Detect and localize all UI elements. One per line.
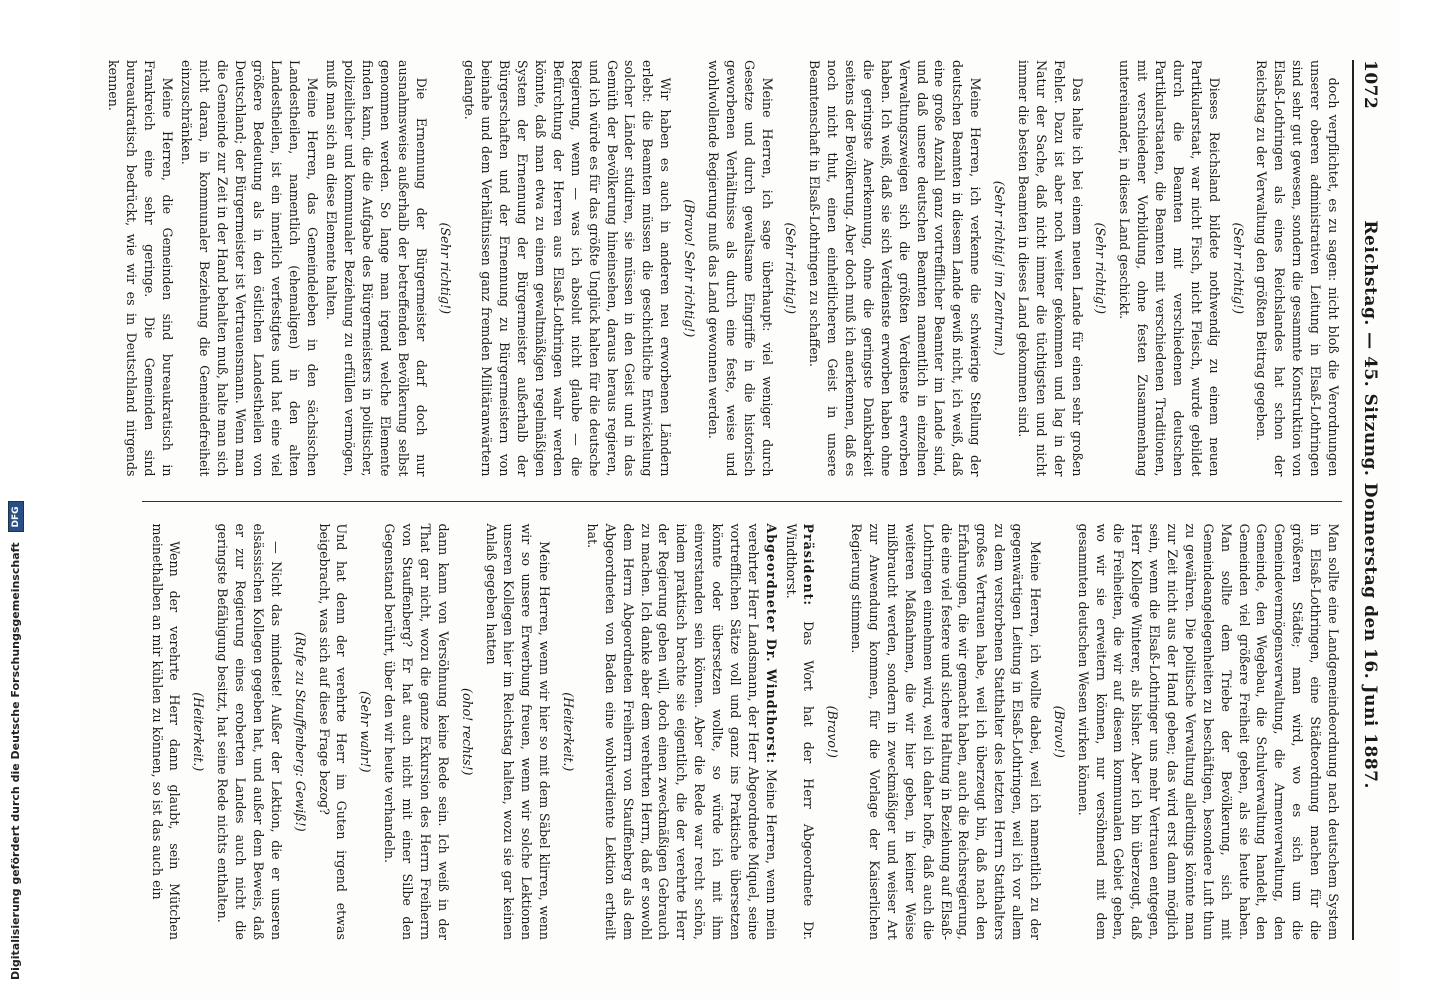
interjection	[824, 524, 842, 941]
column-right	[142, 501, 1342, 941]
column-left	[106, 60, 1342, 477]
page-title: Reichstag. — 45. Sitzung. Donnerstag den 16. Juni 1887.	[1360, 220, 1380, 789]
paragraph-text: Meine Herren, ich wollte dabei, weil ich namentlich zu der gegenwärtigen Leitung in Elsaß-Lothringen, weil ich vor allem zu dem verstorbenen Statthalter des letzten Herrn Statthalters großes Vertrauen habe, weil ich überzeugt bin, daß nach den Erfahrungen, die wir gemacht haben, auch die Reichsregierung, die eine viel festere und sichere Haltung in Beziehung auf Elsaß-Lothringen einnehmen wird, weil ich daher hoffe, daß auch die weiteren Maßnahmen, die wir hier geben, in keiner Weise mißbraucht werden, sondern in zweckmäßiger und weiser Art zur Anwendung kommen, für die Vorlage der Kaiserlichen Regierung stimmen.	[849, 523, 1043, 940]
paragraph-text: (Sehr richtig!)	[783, 222, 799, 314]
paragraph	[178, 60, 321, 477]
paragraph-text: (Bravo! Sehr richtig!)	[682, 199, 698, 338]
text-columns	[106, 60, 1342, 940]
page-header	[1352, 60, 1380, 940]
paragraph-text: (Sehr richtig! im Zentrum.)	[992, 180, 1008, 356]
page-number: 1072	[1360, 60, 1380, 110]
paragraph-text: Meine Herren, ich sage überhaupt: viel weniger durch Gesetze und durch gewaltsame Eingriffe in die historisch geworbenen Verhältnisse als durch eine feste, weise und wohlwollende Regierung muß das Land gewonnen werden.	[706, 60, 775, 477]
interjection	[1050, 524, 1068, 941]
paragraph-text: Meine Herren, die Gemeinden sind bureaukratisch in Frankreich eine sehr geringe. Die Gemeinden sind bureaukratisch bedrückt, wie wir es in Deutschland nirgends kennen.	[106, 60, 175, 477]
paragraph-text: Das Wort hat der Herr Abgeordnete Dr. Windthorst.	[783, 523, 817, 940]
paragraph	[1253, 60, 1342, 477]
paragraph-text: Meine Herren, wenn mein verehrter Herr Landsmann, der Herr Abgeordnete Miquel, seine vortrefflichen Sätze voll und ganz ins Praktische übersetzen könnte oder übersetzen wollte, so würde ich mit ihm einverstanden sein können. Aber die Rede war recht schön, indem praktisch brachte sie eigentlich, die der verehrte Herr der Regierung geben will, doch einen zweckmäßigen Gebrauch zu machen. Ich danke aber dem verehrten Herrn, daß er sowohl dem Herrn Abgeordneten Freiherrn von Stauffenberg als dem Abgeordneten von Baden eine wohlverdiente Lektion ertheilt hat.	[585, 523, 779, 940]
interjection	[190, 524, 208, 941]
paragraph	[847, 524, 1044, 941]
paragraph-text: (Heiterkeit.)	[191, 692, 207, 772]
paragraph-text: (Bravo!)	[1051, 705, 1067, 758]
paragraph-text: (oho! rechts!)	[459, 688, 475, 776]
paragraph-text: Das halte ich bei einem neuen Lande für einen sehr großen Fehler. Dazu ist aber noch weiter gekommen und lag in der Natur der Sache, daß nicht immer die tüchtigsten und nicht immer die besten Beamten in dieses Land gekommen sind.	[1016, 60, 1085, 477]
paragraph-text: Meine Herren, ich verkenne die schwierige Stellung der deutschen Beamten in diesem Lande gewiß nicht, ich weiß, daß eine große Anzahl ganz vortrefflicher Beamter im Lande sind, und daß unsere deutschen Beamten namentlich in einzelnen Verwaltungszweigen sich die größten Verdienste erworben haben. Ich weiß, daß sie sich Verdienste erworben haben ohne die geringste Anerkennung, ohne die geringste Dankbarkeit seitens der Bevölkerung. Aber doch muß ich anerkennen, daß es noch nicht thut, einen einheitlicheren Geist in unsere Beamtenschaft in Elsaß-Lothringen zu schaffen.	[807, 60, 984, 477]
paragraph	[704, 60, 776, 477]
interjection	[357, 524, 375, 941]
paragraph	[782, 524, 818, 941]
dfg-logo: DFG	[8, 501, 24, 532]
speaker-name: Abgeordneter Dr. Windthorst:	[763, 523, 779, 765]
paragraph	[213, 524, 285, 941]
paragraph-text: Man sollte eine Landgemeindeordnung nach deutschem System in Elsaß-Lothringen, eine Städteordnung machen für die größeren Städte; man wird, wo es sich um die Gemeindevermögensverwaltung, die Armenverwaltung, den Gemeinde, den Wegebau, die Schulverwaltung handelt, den Gemeinden viel größere Freiheit geben, als sie heute haben. Man sollte dem Triebe der Bevölkerung, sich mit Gemeindeangelegenheiten zu beschäftigen, besondere Luft thun zu gewähren. Die politische Verwaltung allerdings könnte man zur Zeit nicht aus der Hand geben; das wird erst dann möglich sein, wenn die Elsaß-Lothringer uns mehr Vertrauen entgegen, Herr Kollege Winterer, als bisher. Aber ich bin überzeugt, daß die Freiheiten, die wir auf diesem kommunalen Gebiet geben, wo wir sie erweitern können, nur versöhnend mit dem gesammten deutschen Wesen wirken können.	[1075, 523, 1341, 940]
paragraph-text: Meine Herren, das Gemeindeleben in den sächsischen Landestheilen, namentlich (ehemaligen) in den alten Landestheilen, ist ein innerlich verfestigtes und hat eine viel größere Bedeutung als in den östlichen Landestheilen von Deutschland; der Bürgermeister ist Vertrauensmann. Wenn man die Gemeinde zur Zeit in der Hand behalten muß, halte man sich nicht daran, in kommunaler Beziehung die Gemeindefreiheit einzuschränken.	[179, 60, 320, 477]
paragraph-text: (Sehr richtig!)	[1230, 222, 1246, 314]
digitization-credit	[8, 501, 24, 980]
interjection	[990, 60, 1008, 477]
paragraph	[806, 60, 985, 477]
digitization-credit-text: Digitalisierung gefördert durch die Deutsche Forschungsgemeinschaft	[9, 542, 22, 980]
paragraph	[104, 60, 176, 477]
paragraph-text: dann kann von Versöhnung keine Rede sein. Ich weiß in der That gar nicht, wozu die ganze Exkursion des Herrn Freiherrn von Stauffenberg? Er hat auch nicht mit einer Silbe den Gegenstand berührt, über den wir heute verhandeln.	[382, 523, 451, 940]
paragraph-text: (Heiterkeit.)	[561, 692, 577, 772]
interjection	[1092, 60, 1110, 477]
interjection	[458, 524, 476, 941]
paragraph	[315, 524, 351, 941]
margin-strip	[0, 0, 60, 1000]
paragraph-text: Wenn der verehrte Herr dann glaubt, sein Mütchen meinethalben an mir kühlen zu können, so ist das auch ein	[149, 523, 183, 940]
paragraph-text: doch verpflichtet, es zu sagen: nicht bloß die Verordnungen unserer oberen administrativen Leitung in Elsaß-Lothringen sind sehr gut gewesen, sondern die gesammte Konstruktion von Elsaß-Lothringen als eines Reichslandes hat schon der Reichstag zu der Verwaltung den größten Beitrag gegeben.	[1254, 60, 1341, 477]
paragraph-text: Die Ernennung der Bürgermeister darf doch nur ausnahmsweise außerhalb der betreffenden Bevölkerung selbst genommen werden. So lange man irgend welche Elemente finden kann, die die Aufgabe des Bürgermeisters in politischer, polizeilicher und kommunaler Beziehung zu erfüllen vermögen, muß man sich an diese Elemente halten.	[324, 60, 429, 477]
paragraph	[460, 60, 675, 477]
speaker-name: Präsident:	[801, 523, 817, 607]
paragraph-text: (Sehr richtig!)	[1093, 222, 1109, 314]
paragraph-text: (Sehr richtig!)	[437, 222, 453, 314]
paragraph-text: (Sehr wahr!)	[358, 690, 374, 773]
paragraph	[482, 524, 554, 941]
paragraph	[1074, 524, 1342, 941]
paragraph-text: Und hat denn der verehrte Herr im Guten irgend etwas beigebracht, was sich auf diese Frage bezog?	[316, 523, 350, 940]
paragraph-text: Dieses Reichsland bildete nothwendig zu einem neuen Partikularstaat, war nicht Fisch, nicht Fleisch, wurde gebildet durch die Beamten mit verschiedenen deutschen Partikularstaaten, die Beamten mit verschiedenen Traditionen, mit verschiedener Vorbildung, ohne festen Zusammenhang untereinander, in dieses Land geschickt.	[1117, 60, 1222, 477]
interjection	[436, 60, 454, 477]
paragraph-text: (Rufe zu Stauffenberg: Gewiß!)	[292, 631, 308, 832]
document-page	[80, 0, 1400, 1000]
paragraph-text: Meine Herren, wenn wir hier so mit dem Säbel klirren, wenn wir so unsere Erwerbung freuen, wenn wir solche Lektionen unseren Kollegen hier im Reichstag halten, wozu sie gar keinen Anlaß gegeben hatten	[483, 523, 553, 940]
paragraph	[380, 524, 452, 941]
paragraph	[583, 524, 780, 941]
interjection	[1229, 60, 1247, 477]
paragraph-text: (Bravo!)	[825, 705, 841, 758]
interjection	[782, 60, 800, 477]
paragraph	[323, 60, 430, 477]
paragraph	[148, 524, 184, 941]
paragraph-text: Wir haben es auch in anderen neu erworbenen Ländern erlebt: die Beamten müssen die geschichtliche Entwickelung solcher Länder studiren, sie müssen in den Geist und in das Gemüth der Bevölkerung hineinsehen, daraus heraus regieren, und ich würde es für das größte Unglück halten für die deutsche Regierung, wenn — was ich absolut nicht glaube — die Befürchtung der Herren aus Elsaß-Lothringen wahr werden könnte, daß man etwa zu einem gewaltmäßigen regelmäßigen System der Ernennung der Bürgermeister außerhalb der Bürgerschaften und der Ernennung zu Bürgermeistern von beinahe und dem Verhältnissen ganz fremden Militäranwärtern gelangte.	[461, 60, 674, 477]
paragraph	[1116, 60, 1223, 477]
paragraph	[1014, 60, 1086, 477]
interjection	[559, 524, 577, 941]
interjection	[291, 524, 309, 941]
paragraph-text: — Nicht das mindeste! Außer der Lektion, die er unseren elsässischen Kollegen gegeben hat, und außer dem Beweis, daß er zur Regierung eines eroberten Landes auch nicht die geringste Befähigung besitzt, hat seine Rede nichts enthalten.	[215, 523, 284, 940]
interjection	[680, 60, 698, 477]
